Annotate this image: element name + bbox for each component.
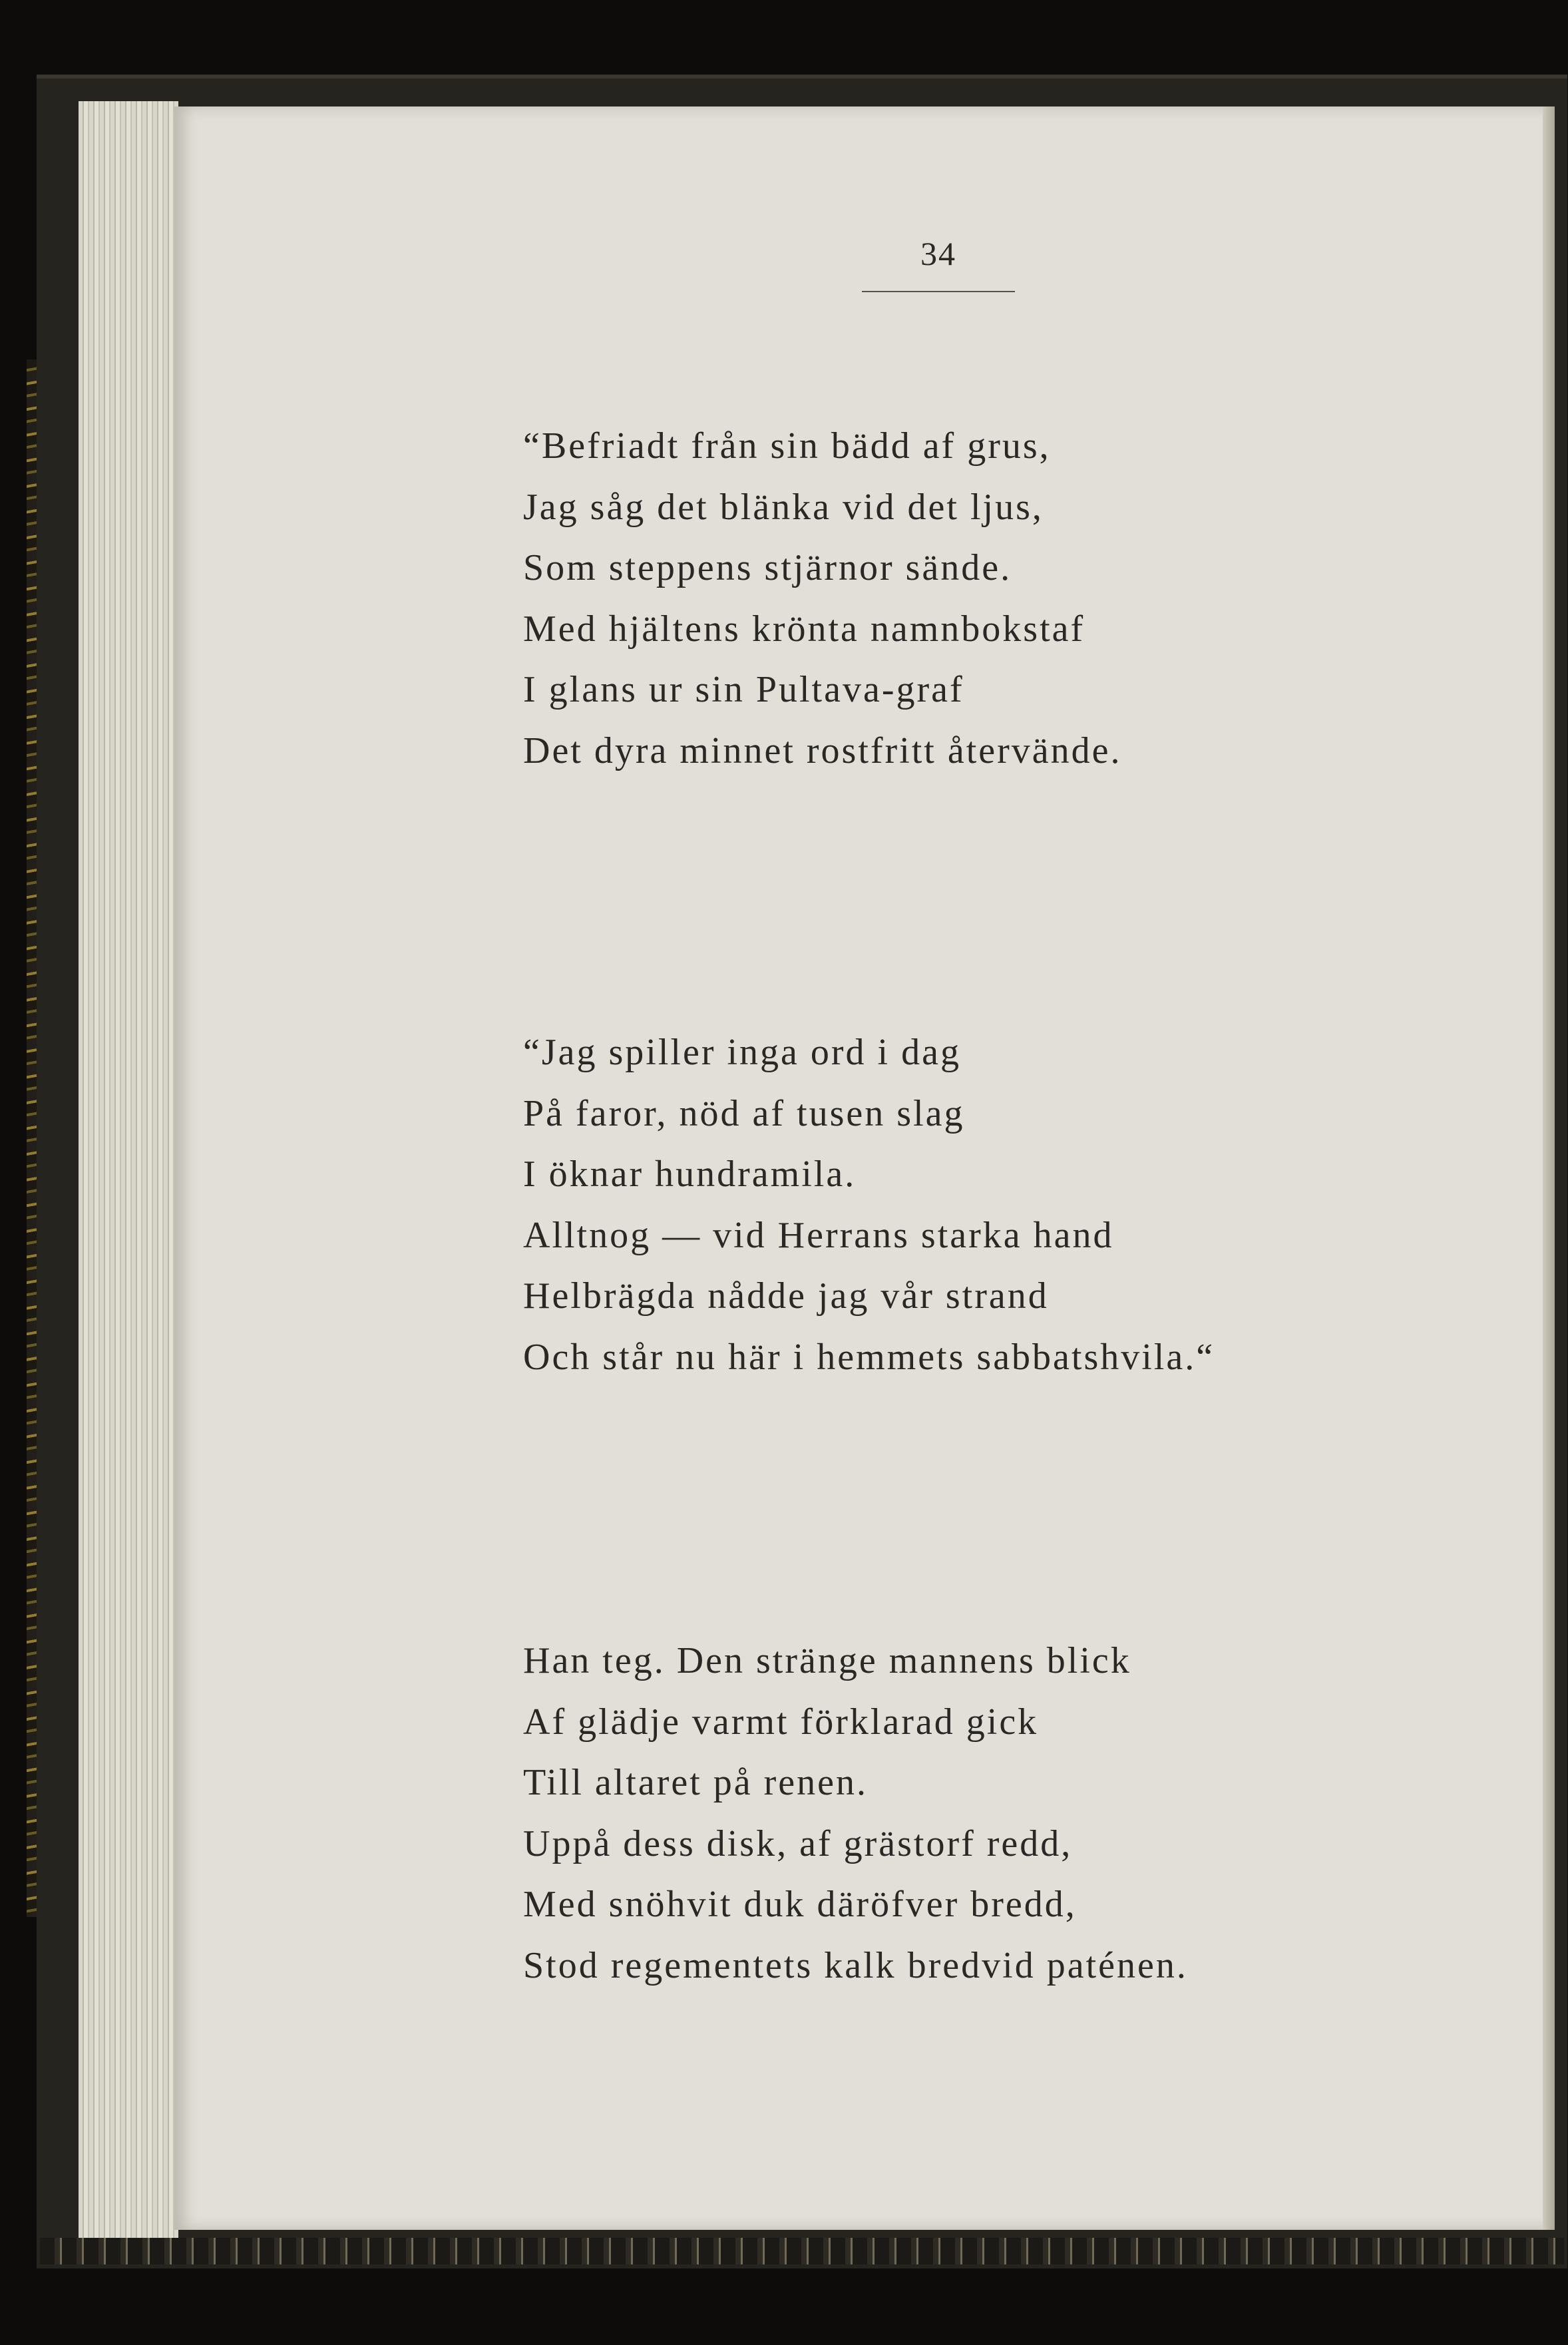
stanza [523,1631,1188,1996]
verse-line: Af glädje varmt förklarad gick [523,1701,1039,1743]
verse-line: I glans ur sin Pultava-graf [523,669,964,710]
verse-line: “Jag spiller inga ord i dag [523,1032,961,1073]
page-number: 34 [920,235,956,272]
verse-line: Med snöhvit duk däröfver bredd, [523,1884,1077,1925]
verse-line: Stod regementets kalk bredvid paténen. [523,1944,1188,1986]
verse-line: Uppå dess disk, af grästorf redd, [523,1822,1073,1864]
verse-line: Han teg. Den stränge mannens blick [523,1640,1131,1681]
page-gutter-shadow [1543,107,1555,2230]
stanza [523,1022,1215,1388]
verse-line: Jag såg det blänka vid det ljus, [523,486,1044,528]
verse-line: På faror, nöd af tusen slag [523,1092,965,1134]
verse-line: Helbrägda nådde jag vår strand [523,1275,1049,1317]
verse-line: Det dyra minnet rostfritt återvände. [523,730,1122,771]
verse-line: “Befriadt från sin bädd af grus, [523,425,1051,467]
page-number-rule [862,291,1015,292]
stanza [523,416,1122,781]
verse-line: Med hjältens krönta namnbokstaf [523,608,1085,650]
verse-line: Och står nu här i hemmets sabbatshvila.“ [523,1336,1215,1378]
verse-line: Alltnog — vid Herrans starka hand [523,1214,1114,1256]
page-edges-stack [79,101,178,2238]
binding-bottom-edge [40,2238,1564,2264]
verse-line: I öknar hundramila. [523,1154,857,1195]
verse-line: Till altaret på renen. [523,1762,869,1803]
verse-line: Som steppens stjärnor sände. [523,547,1012,588]
